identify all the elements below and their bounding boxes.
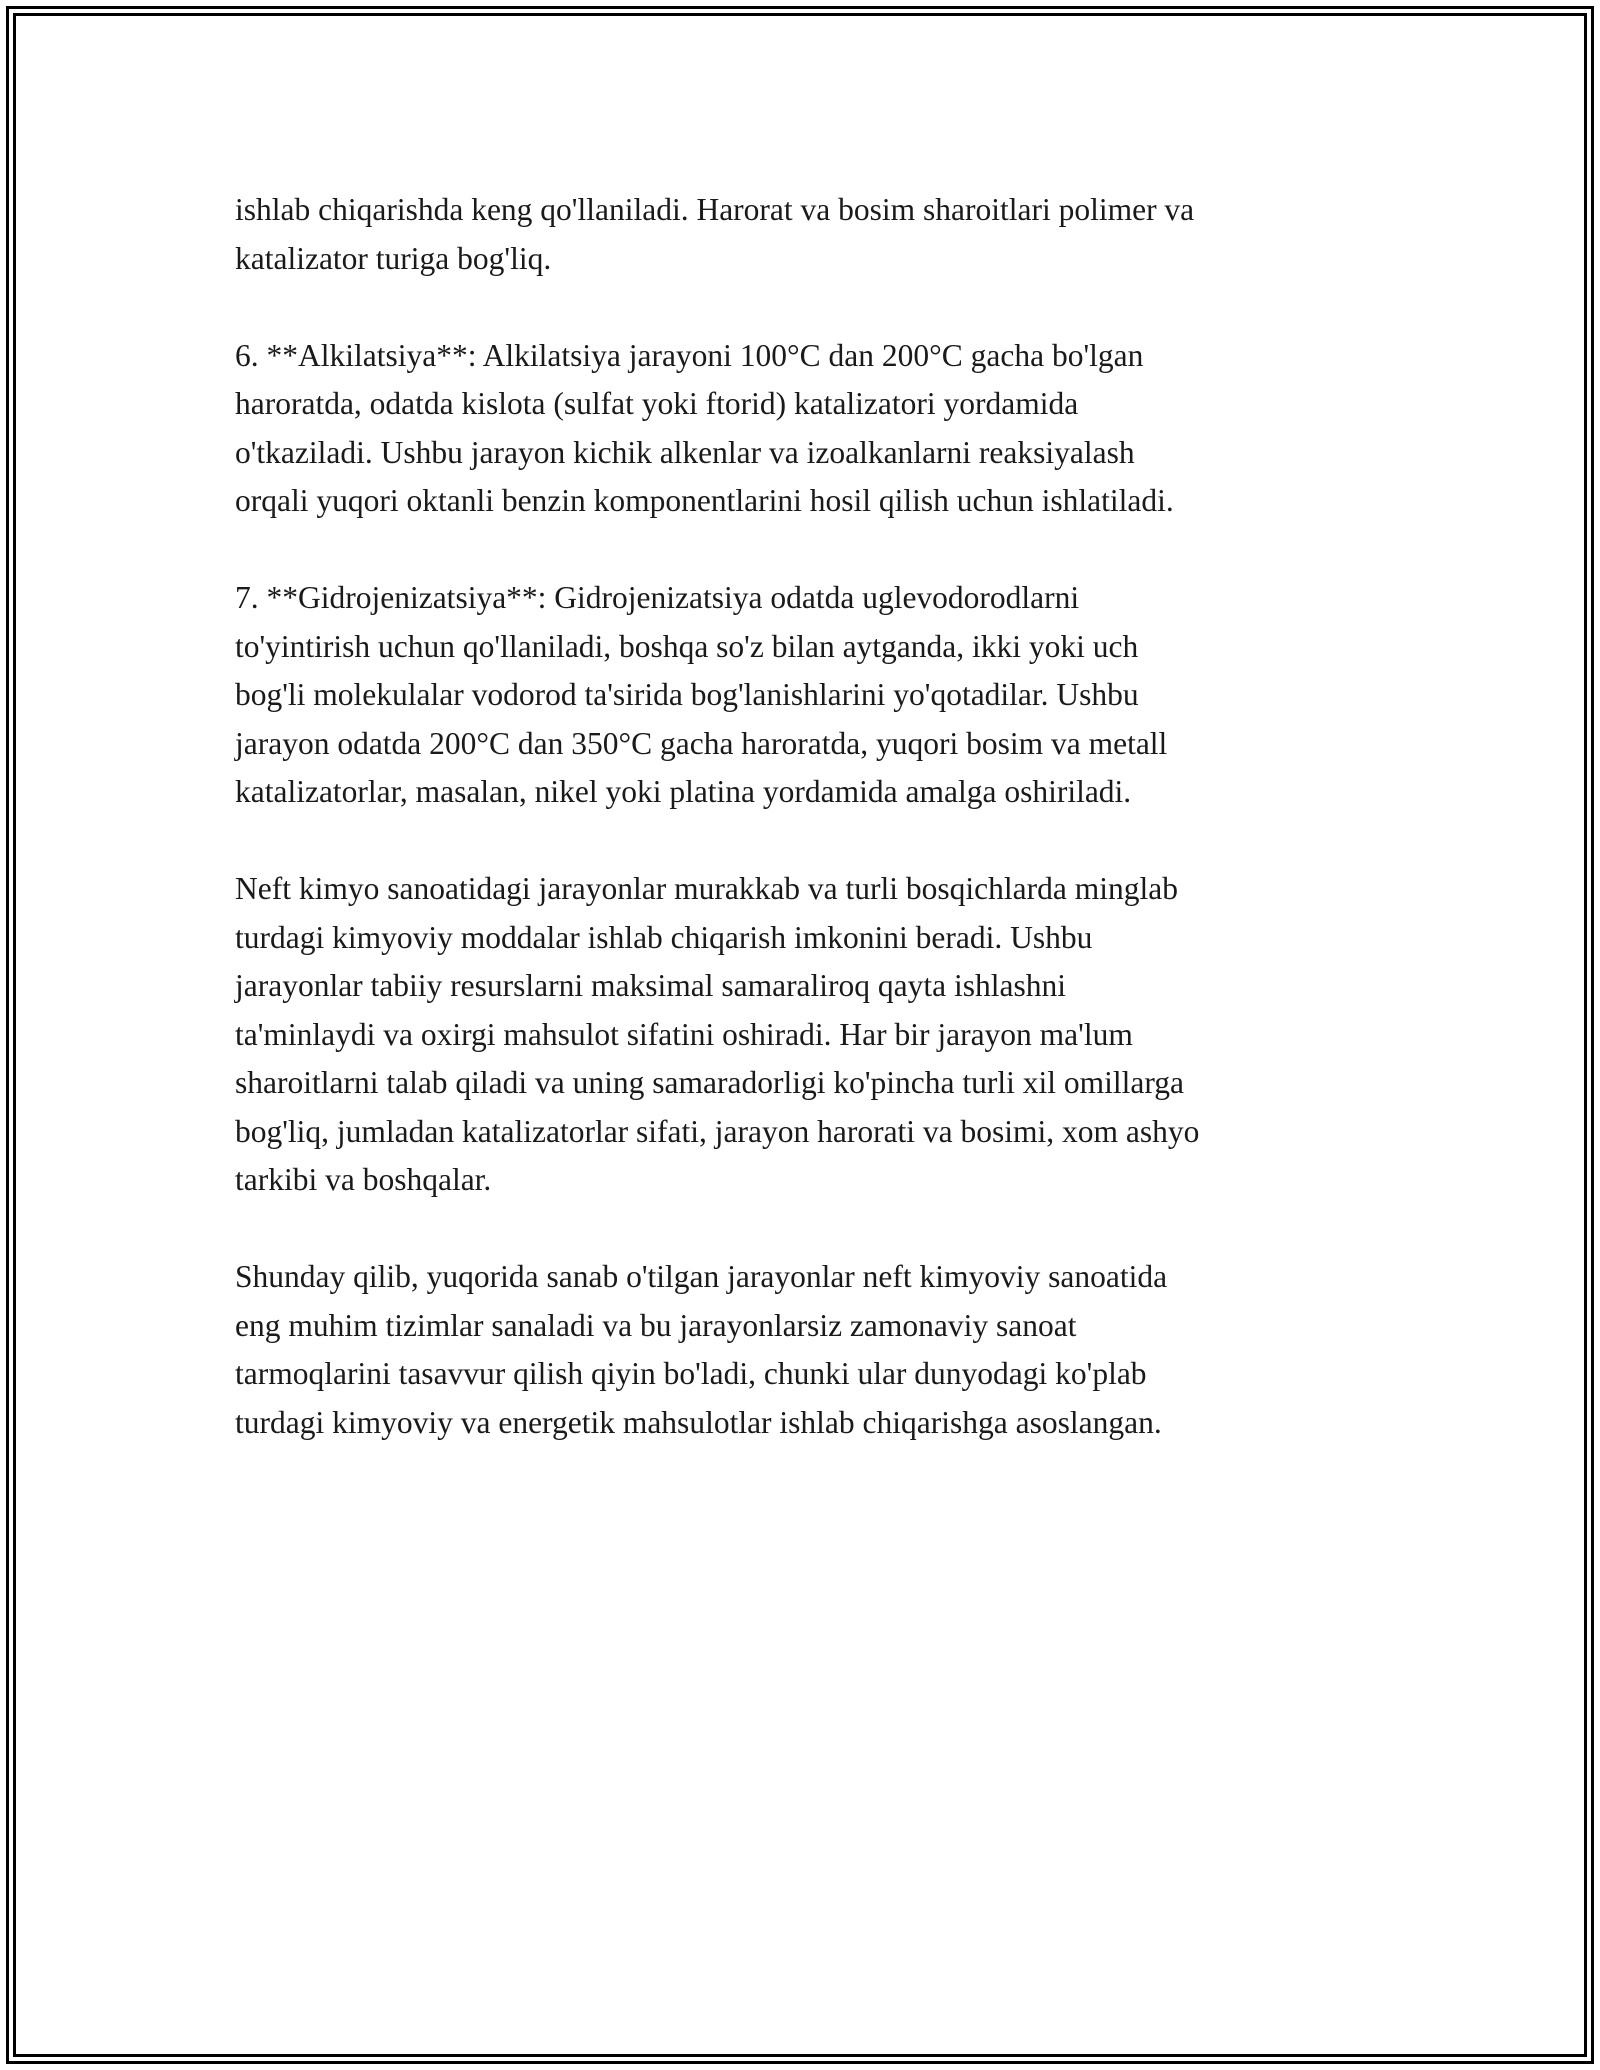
paragraph-alkylation: 6. **Alkilatsiya**: Alkilatsiya jarayoni 100°C dan 200°C gacha bo'lgan haroratda, odatda kislota (sulfat yoki ftorid) katalizatori yordamida o'tkaziladi. Ushbu jarayon kichik alkenlar va izoalkanlarni reaksiyalash orqali yuqori oktanli benzin komponentlarini hosil qilish uchun ishlatiladi. <box>235 337 1174 518</box>
paragraph-processes-summary: Neft kimyo sanoatidagi jarayonlar murakkab va turli bosqichlarda minglab turdagi kimyoviy moddalar ishlab chiqarish imkonini beradi. Ushbu jarayonlar tabiiy resurslarni maksimal samaraliroq qayta ishlashni ta'minlaydi va oxirgi mahsulot sifatini oshiradi. Har bir jarayon ma'lum sharoitlarni talab qiladi va uning samaradorligi ko'pincha turli xil omillarga bog'liq, jumladan katalizatorlar sifati, jarayon harorati va bosimi, xom ashyo tarkibi va boshqalar. <box>235 871 1200 1197</box>
paragraph-hydrogenation: 7. **Gidrojenizatsiya**: Gidrojenizatsiya odatda uglevodorodlarni to'yintirish uchun qo'llaniladi, boshqa so'z bilan aytganda, ikki yoki uch bog'li molekulalar vodorod ta'sirida bog'lanishlarini yo'qotadilar. Ushbu jarayon odatda 200°C dan 350°C gacha haroratda, yuqori bosim va metall katalizatorlar, masalan, nikel yoki platina yordamida amalga oshiriladi. <box>235 580 1168 809</box>
paragraph-polymerization-tail: ishlab chiqarishda keng qo'llaniladi. Harorat va bosim sharoitlari polimer va katalizator turiga bog'liq. <box>235 192 1195 276</box>
paragraph-conclusion: Shunday qilib, yuqorida sanab o'tilgan jarayonlar neft kimyoviy sanoatida eng muhim tizimlar sanaladi va bu jarayonlarsiz zamonaviy sanoat tarmoqlarini tasavvur qilish qiyin bo'ladi, chunki ular dunyodagi ko'plab turdagi kimyoviy va energetik mahsulotlar ishlab chiqarishga asoslangan. <box>235 1259 1168 1440</box>
document-body <box>235 186 1375 1496</box>
